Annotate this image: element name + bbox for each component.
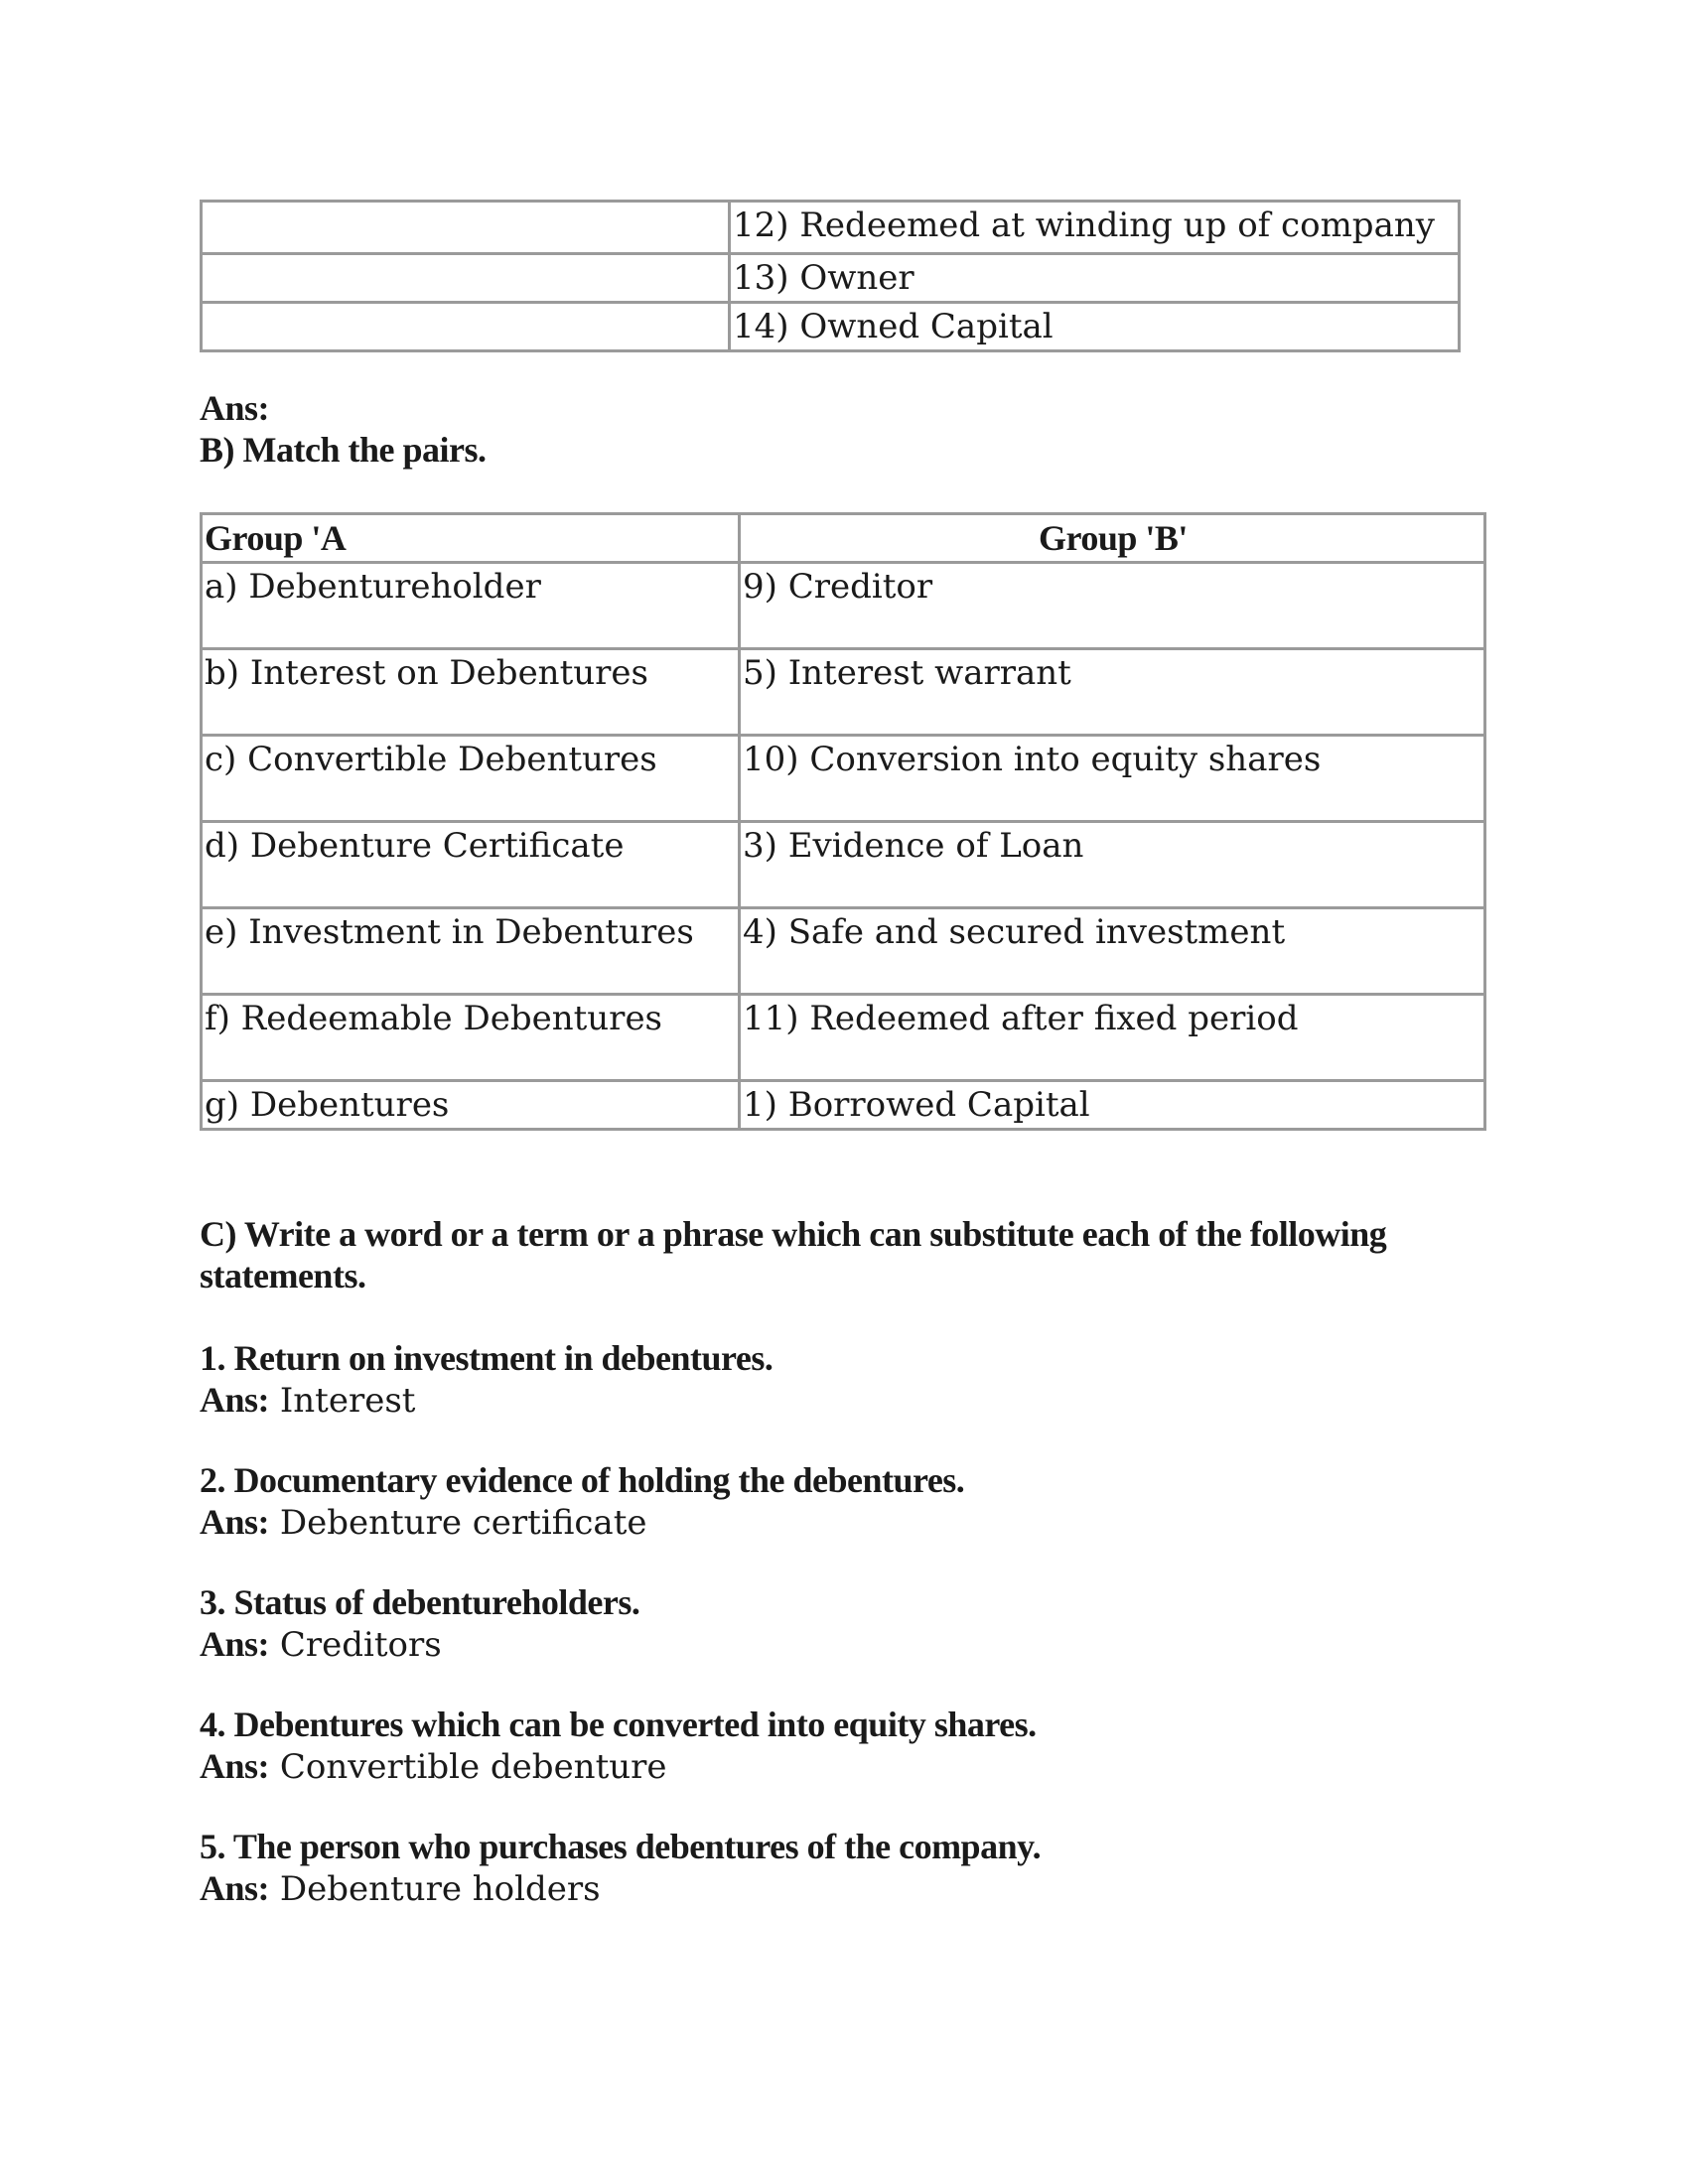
answer-label: Ans: [200, 1746, 270, 1786]
table-row [202, 1081, 1485, 1130]
group-b-header: Group 'B' [740, 514, 1485, 563]
answer [200, 1501, 1490, 1544]
group-b-cell: 4) Safe and secured investment [740, 908, 1485, 995]
answer-text: Interest [279, 1381, 416, 1421]
question: 4. Debentures which can be converted into equity shares. [200, 1705, 1037, 1744]
table-cell-a [202, 303, 730, 351]
table-cell-a [202, 202, 730, 254]
answer [200, 1623, 1490, 1666]
question: 3. Status of debentureholders. [200, 1582, 640, 1622]
answer-label: Ans: [200, 1502, 270, 1542]
qa-item [200, 1581, 1490, 1666]
table-row [202, 563, 1485, 649]
table-row [202, 202, 1460, 254]
group-a-header: Group 'A [202, 514, 740, 563]
group-b-cell: 5) Interest warrant [740, 649, 1485, 736]
answer [200, 1745, 1490, 1788]
answer [200, 1867, 1490, 1910]
answer-text: Debenture certificate [279, 1503, 647, 1543]
group-a-cell: g) Debentures [202, 1081, 740, 1130]
group-b-cell: 3) Evidence of Loan [740, 822, 1485, 908]
answer-text: Debenture holders [279, 1869, 601, 1909]
question: 1. Return on investment in debentures. [200, 1338, 774, 1378]
table-row [202, 822, 1485, 908]
question: 2. Documentary evidence of holding the debentures. [200, 1460, 965, 1500]
ans-label: Ans: [200, 388, 270, 428]
answer [200, 1379, 1490, 1422]
group-a-cell: c) Convertible Debentures [202, 736, 740, 822]
group-b-cell: 9) Creditor [740, 563, 1485, 649]
table-row [202, 995, 1485, 1081]
qa-item [200, 1826, 1490, 1910]
section-b-title: B) Match the pairs. [200, 430, 487, 470]
group-b-cell: 11) Redeemed after fixed period [740, 995, 1485, 1081]
qa-item [200, 1459, 1490, 1544]
group-b-cell: 10) Conversion into equity shares [740, 736, 1485, 822]
section-c-title-cont: statements. [200, 1256, 366, 1296]
answer-text: Creditors [279, 1625, 442, 1665]
table-cell-b: 13) Owner [730, 254, 1460, 303]
answer-label: Ans: [200, 1624, 270, 1664]
match-pairs-table [200, 512, 1486, 1131]
answer-label: Ans: [200, 1868, 270, 1908]
group-a-cell: e) Investment in Debentures [202, 908, 740, 995]
group-a-cell: b) Interest on Debentures [202, 649, 740, 736]
table-row [202, 649, 1485, 736]
answer-label: Ans: [200, 1380, 270, 1420]
question: 5. The person who purchases debentures of the company. [200, 1827, 1042, 1866]
table-row [202, 303, 1460, 351]
continued-table [200, 200, 1461, 352]
group-a-cell: d) Debenture Certificate [202, 822, 740, 908]
group-a-cell: a) Debentureholder [202, 563, 740, 649]
table-cell-a [202, 254, 730, 303]
table-cell-b: 14) Owned Capital [730, 303, 1460, 351]
table-header-row [202, 514, 1485, 563]
table-row [202, 908, 1485, 995]
table-cell-b: 12) Redeemed at winding up of company [730, 202, 1460, 254]
table-row [202, 254, 1460, 303]
group-b-cell: 1) Borrowed Capital [740, 1081, 1485, 1130]
answer-text: Convertible debenture [279, 1747, 667, 1787]
qa-item [200, 1337, 1490, 1422]
table-row [202, 736, 1485, 822]
qa-item [200, 1704, 1490, 1788]
group-a-cell: f) Redeemable Debentures [202, 995, 740, 1081]
section-c-title: C) Write a word or a term or a phrase which can substitute each of the following [200, 1214, 1387, 1254]
